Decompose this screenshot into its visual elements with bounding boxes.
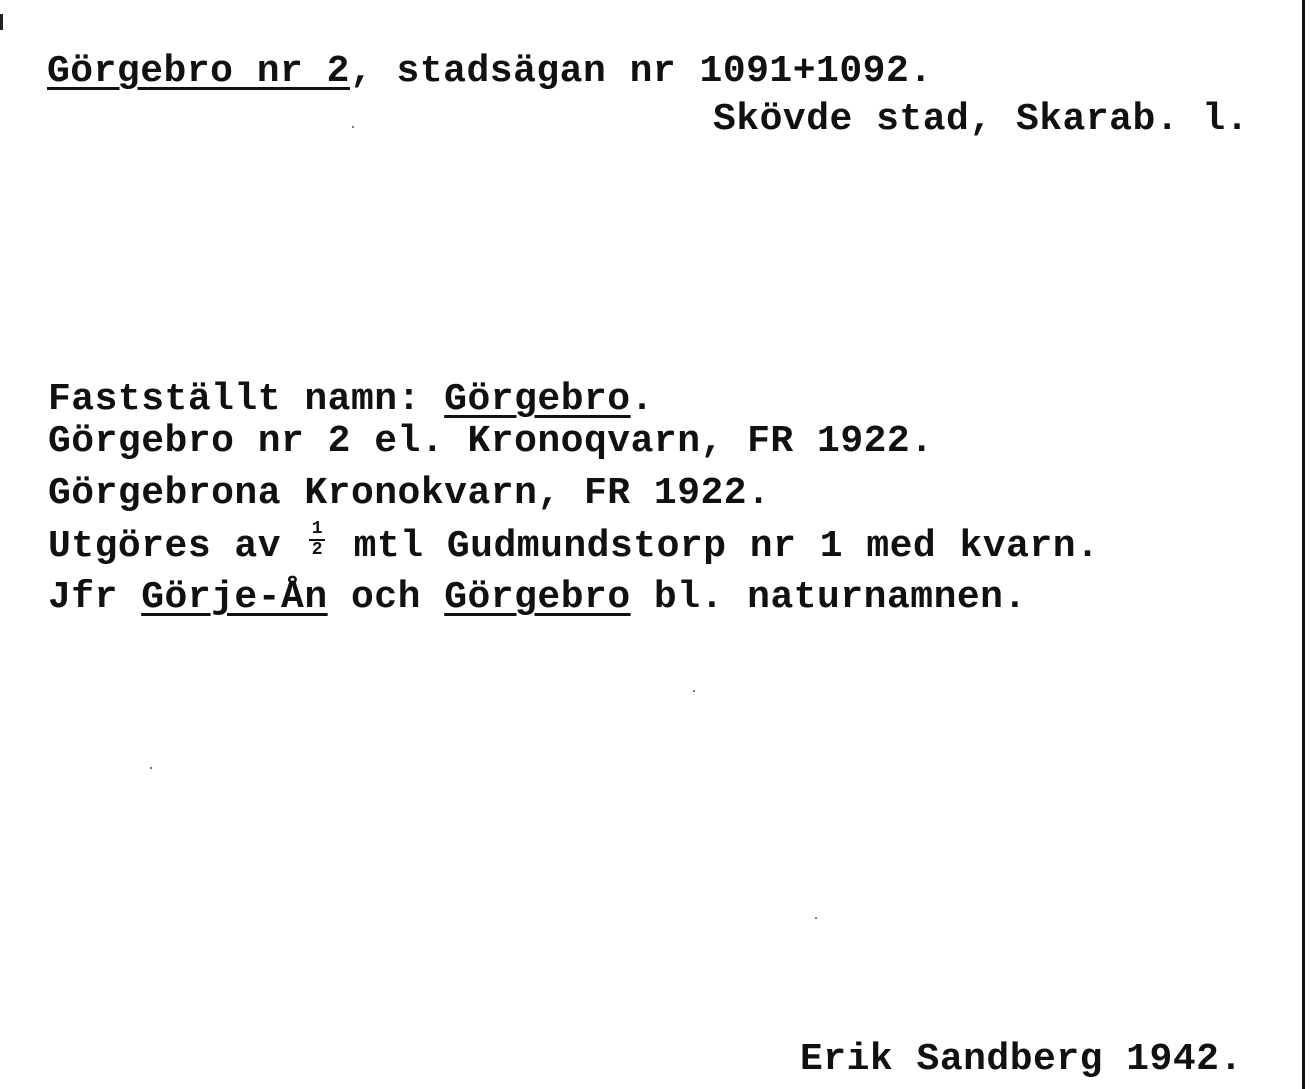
cross-reference-2: Görgebro <box>444 576 631 619</box>
scan-speck <box>150 767 152 769</box>
established-name-period: . <box>630 378 654 421</box>
alternate-name-line-1: Görgebro nr 2 el. Kronoqvarn, FR 1922. <box>48 420 934 463</box>
composition-prefix: Utgöres av <box>48 525 305 568</box>
cross-reference-prefix: Jfr <box>48 576 142 619</box>
cross-reference-suffix: bl. naturnamnen. <box>630 576 1027 619</box>
header-location: Skövde stad, Skarab. l. <box>713 98 1249 141</box>
scan-speck <box>693 690 695 692</box>
alternate-name-line-2: Görgebrona Kronokvarn, FR 1922. <box>48 472 771 515</box>
scan-speck <box>815 917 817 919</box>
cross-reference-line <box>48 576 1027 620</box>
established-name-line <box>48 378 654 422</box>
signature: Erik Sandberg 1942. <box>800 1038 1243 1081</box>
composition-line <box>48 520 1099 569</box>
card-header-line <box>47 50 933 94</box>
cross-reference-1: Görje-Ån <box>141 576 328 619</box>
header-property-number: , stadsägan nr 1091+1092. <box>349 50 933 93</box>
scan-speck <box>352 126 354 128</box>
fraction-denominator: 2 <box>311 540 323 560</box>
established-name-label: Fastställt namn: <box>48 378 445 421</box>
fraction-numerator: 1 <box>311 519 323 539</box>
place-name: Görgebro nr 2 <box>47 50 350 93</box>
fraction-half <box>304 520 330 560</box>
left-edge-mark <box>0 14 3 30</box>
established-name: Görgebro <box>444 378 631 421</box>
cross-reference-conjunction: och <box>327 576 445 619</box>
card-right-edge <box>1302 0 1305 1089</box>
composition-suffix: mtl Gudmundstorp nr 1 med kvarn. <box>330 525 1100 568</box>
